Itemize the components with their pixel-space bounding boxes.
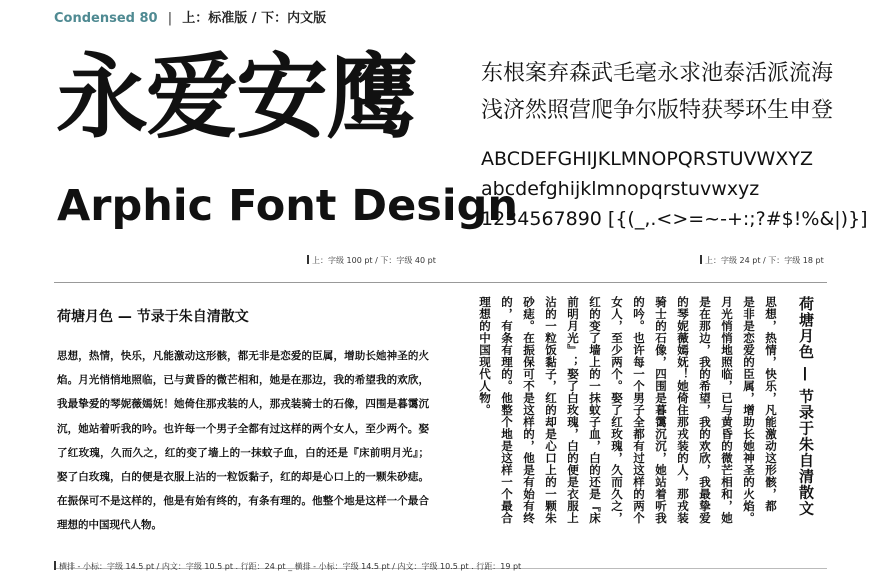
vertical-column: 的琴妮薇嫣妩！她倚住那戎装的人，那戎装 [676,296,690,524]
vertical-column: 骑士的石像，四围是暮霭沉沉，她站着听我 [654,296,668,524]
vertical-column: 女人，至少两个。娶了红玫瑰，久而久之， [610,296,624,524]
vertical-column: 砂痣。在振保可不是这样的，他是有始有终 [522,296,536,524]
vertical-column: 是非是恋爱的臣属，增助长她神圣的火焰。 [742,296,756,524]
vertical-column: 理想的中国现代人物。 [478,296,492,416]
vertical-column: 的，有条有理的。他整个地是这样一个最合 [500,296,514,524]
cn-sample-line-2: 浅济然照营爬争尔版特获琴环生申登 [481,98,834,123]
size-note-left [307,255,436,266]
header-separator: | [167,11,173,26]
bottom-note [54,561,521,572]
cn-sample-line-1: 东根案弃森武毛毫永求池泰活派流海 [481,61,834,86]
header-subtitle: 上：标准版 / 下：内文版 [182,11,327,26]
bottom-note-text: 横排 - 小标：字级 14.5 pt / 内文：字级 10.5 pt . 行距：24 pt _ 横排 - 小标：字级 14.5 pt / 内文：字级 10.5 pt . 行距：19 pt [59,562,522,571]
page-header [54,7,326,26]
horizontal-prose-body: 思想，热情，快乐，凡能激动这形骸，都无非是恋爱的臣属，增助长她神圣的火焰。月光悄悄地照临，已与黄昏的微芒相和，她是在那边，我的希望我的欢欣，我最挚爱的琴妮薇嫣妩！她倚住那戎装的人，那戎装骑士的石像，四围是暮霭沉沉，她站着听我的吟。也许每一个男子全都有过这样的两个女人，至少两个。娶了红玫瑰，久而久之，红的变了墙上的一抹蚊子血，白的还是『床前明月光』；娶了白玫瑰，白的便是衣服上沾的一粒饭黏子，红的却是心口上的一颗朱砂痣。在振保可不是这样的，他是有始有终的，有条有理的。他整个地是这样一个最合理想的中国现代人物。 [57,350,429,532]
vertical-prose-title: 荷塘月色 — 节录于朱自清散文 [797,296,815,517]
big-glyph-sample: 永爱安鹰 [56,44,417,151]
size-note-right-text: 上：字级 24 pt / 下：字级 18 pt [705,256,824,265]
vertical-column: 月光悄悄地照临，已与黄昏的微芒相和，她 [720,296,734,524]
font-name: Condensed 80 [54,11,158,26]
vertical-column: 前明月光』；娶了白玫瑰，白的便是衣服上 [566,296,580,524]
vertical-column: 思想，热情，快乐，凡能激动这形骸，都 [764,296,778,512]
digits-symbols-sample: 1234567890 [{(_,.<>=~-+:;?#$!%&|)}] [481,208,868,230]
horizontal-prose-title: 荷塘月色 — 节录于朱自清散文 [57,309,249,325]
vertical-column: 红的变了墙上的一抹蚊子血，白的还是『床 [588,296,602,524]
vertical-column: 的吟。也许每一个男子全都有过这样的两个 [632,296,646,524]
lowercase-sample: abcdefghijklmnopqrstuvwxyz [481,178,760,200]
big-latin-sample: Arphic Font Design [57,181,518,231]
vertical-column: 沾的一粒饭黏子，红的却是心口上的一颗朱 [544,296,558,524]
size-note-right [700,255,824,266]
uppercase-sample: ABCDEFGHIJKLMNOPQRSTUVWXYZ [481,148,813,170]
vertical-column: 是在那边，我的希望，我的欢欣，我最挚爱 [698,296,712,524]
section-divider [54,282,827,283]
size-note-left-text: 上：字级 100 pt / 下：字级 40 pt [312,256,436,265]
